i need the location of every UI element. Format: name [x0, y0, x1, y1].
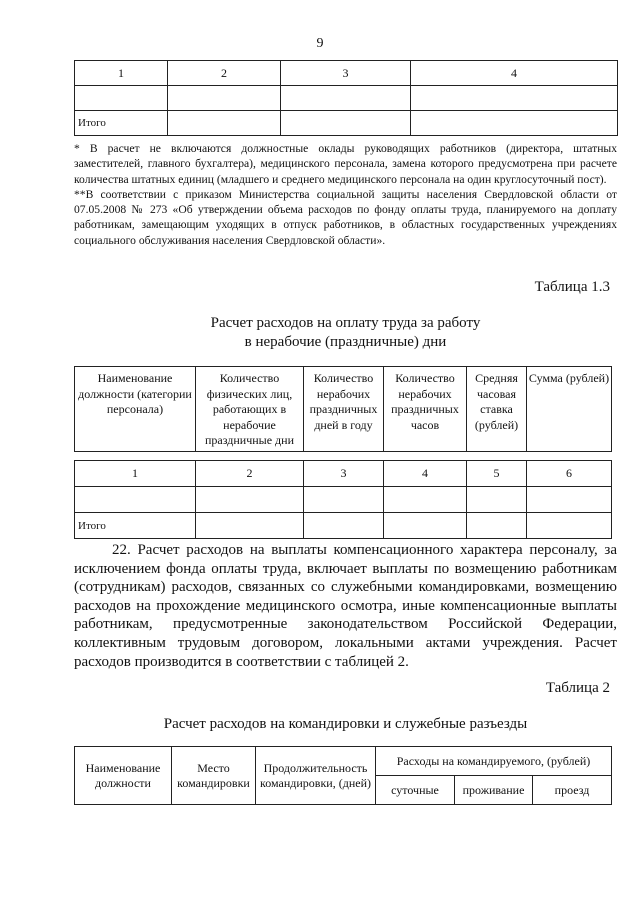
column-number: 4: [411, 61, 618, 86]
column-number: 4: [384, 461, 467, 487]
table-cell: [75, 86, 168, 111]
column-header: Продолжительность командировки, (дней): [256, 747, 376, 805]
column-header: Средняя часовая ставка (рублей): [467, 367, 527, 452]
table-cell: [168, 111, 281, 136]
table-cell: [467, 513, 527, 539]
table-cell: [168, 86, 281, 111]
table-cell: [281, 111, 411, 136]
footnotes: [74, 141, 617, 248]
table-1-3-header: [74, 366, 612, 452]
column-header: Наименование должности: [75, 747, 172, 805]
footnote-2: **В соответствии с приказом Министерства социальной защиты населения Свердловской области от 07.05.2008 № 273 «Об утверждении объема расходов по фонду оплаты труда, планируемого на доплату работникам, замещающим уходящих в отпуск работников, в областных государственных учреждениях социального обслуживания населения Свердловской области».: [74, 187, 617, 247]
table-cell: [281, 86, 411, 111]
column-header: проезд: [533, 776, 612, 805]
table-row: [75, 86, 618, 111]
column-header: Сумма (рублей): [527, 367, 612, 452]
total-row: [75, 111, 618, 136]
table-1-3-body: [74, 460, 612, 539]
table-cell: [527, 513, 612, 539]
column-number: 1: [75, 61, 168, 86]
table-cell: [304, 487, 384, 513]
column-header: Количество нерабочих праздничных часов: [384, 367, 467, 452]
footnote-1: * В расчет не включаются должностные оклады руководящих работников (директора, штатных заместителей, главного бухгалтера), медицинского персонала, замена которого предусмотрена при расчете количества штатных единиц (младшего и среднего медицинского персонала на один круглосуточный пост).: [74, 142, 617, 186]
table-1-3-caption: Таблица 1.3: [534, 279, 610, 295]
table-cell: [196, 487, 304, 513]
table-2-title: Расчет расходов на командировки и служебные разъезды: [163, 716, 528, 732]
paragraph-text: 22. Расчет расходов на выплаты компенсационного характера персоналу, за исключением фонда оплаты труда, включает выплаты по возмещению работникам (сотрудникам) расходов, связанных со служебными командировками, возмещению расходов на прохождение медицинского осмотра, иные компенсационные выплаты работникам, предусмотренные законодательством Российской Федерации, коллективным трудовым договором, локальными актами учреждения. Расчет расходов производится в соответствии с таблицей 2.: [74, 542, 617, 670]
table-cell: [411, 111, 618, 136]
column-number: 3: [281, 61, 411, 86]
column-header: Место командировки: [172, 747, 256, 805]
table-row: [75, 487, 612, 513]
column-number: 3: [304, 461, 384, 487]
title-line: Расчет расходов на оплату труда за работу: [210, 315, 481, 331]
continued-table: [74, 60, 618, 136]
column-header: Расходы на командируемого, (рублей): [376, 747, 612, 776]
paragraph-22: [74, 541, 617, 671]
title-line: в нерабочие (праздничные) дни: [244, 334, 447, 350]
column-number: 1: [75, 461, 196, 487]
column-header: суточные: [376, 776, 455, 805]
table-cell: [384, 487, 467, 513]
table-2-caption: Таблица 2: [545, 680, 610, 696]
table-header-row: [75, 61, 618, 86]
column-header: Количество нерабочих праздничных дней в году: [304, 367, 384, 452]
total-row: [75, 513, 612, 539]
table-2: [74, 746, 612, 805]
table-header-row: [75, 747, 612, 776]
column-number: 2: [168, 61, 281, 86]
table-cell: [411, 86, 618, 111]
total-label: Итого: [75, 513, 196, 539]
total-label: Итого: [75, 111, 168, 136]
column-header: Наименование должности (категории персонала): [75, 367, 196, 452]
column-number: 2: [196, 461, 304, 487]
table-cell: [304, 513, 384, 539]
column-number: 5: [467, 461, 527, 487]
table-cell: [75, 487, 196, 513]
table-cell: [467, 487, 527, 513]
column-number: 6: [527, 461, 612, 487]
column-header: Количество физических лиц, работающих в нерабочие праздничные дни: [196, 367, 304, 452]
table-cell: [196, 513, 304, 539]
table-cell: [384, 513, 467, 539]
table-1-3-title: [74, 314, 617, 352]
table-header-row: [75, 367, 612, 452]
table-header-row: [75, 461, 612, 487]
table-cell: [527, 487, 612, 513]
page-number: 9: [316, 36, 324, 51]
column-header: проживание: [455, 776, 533, 805]
